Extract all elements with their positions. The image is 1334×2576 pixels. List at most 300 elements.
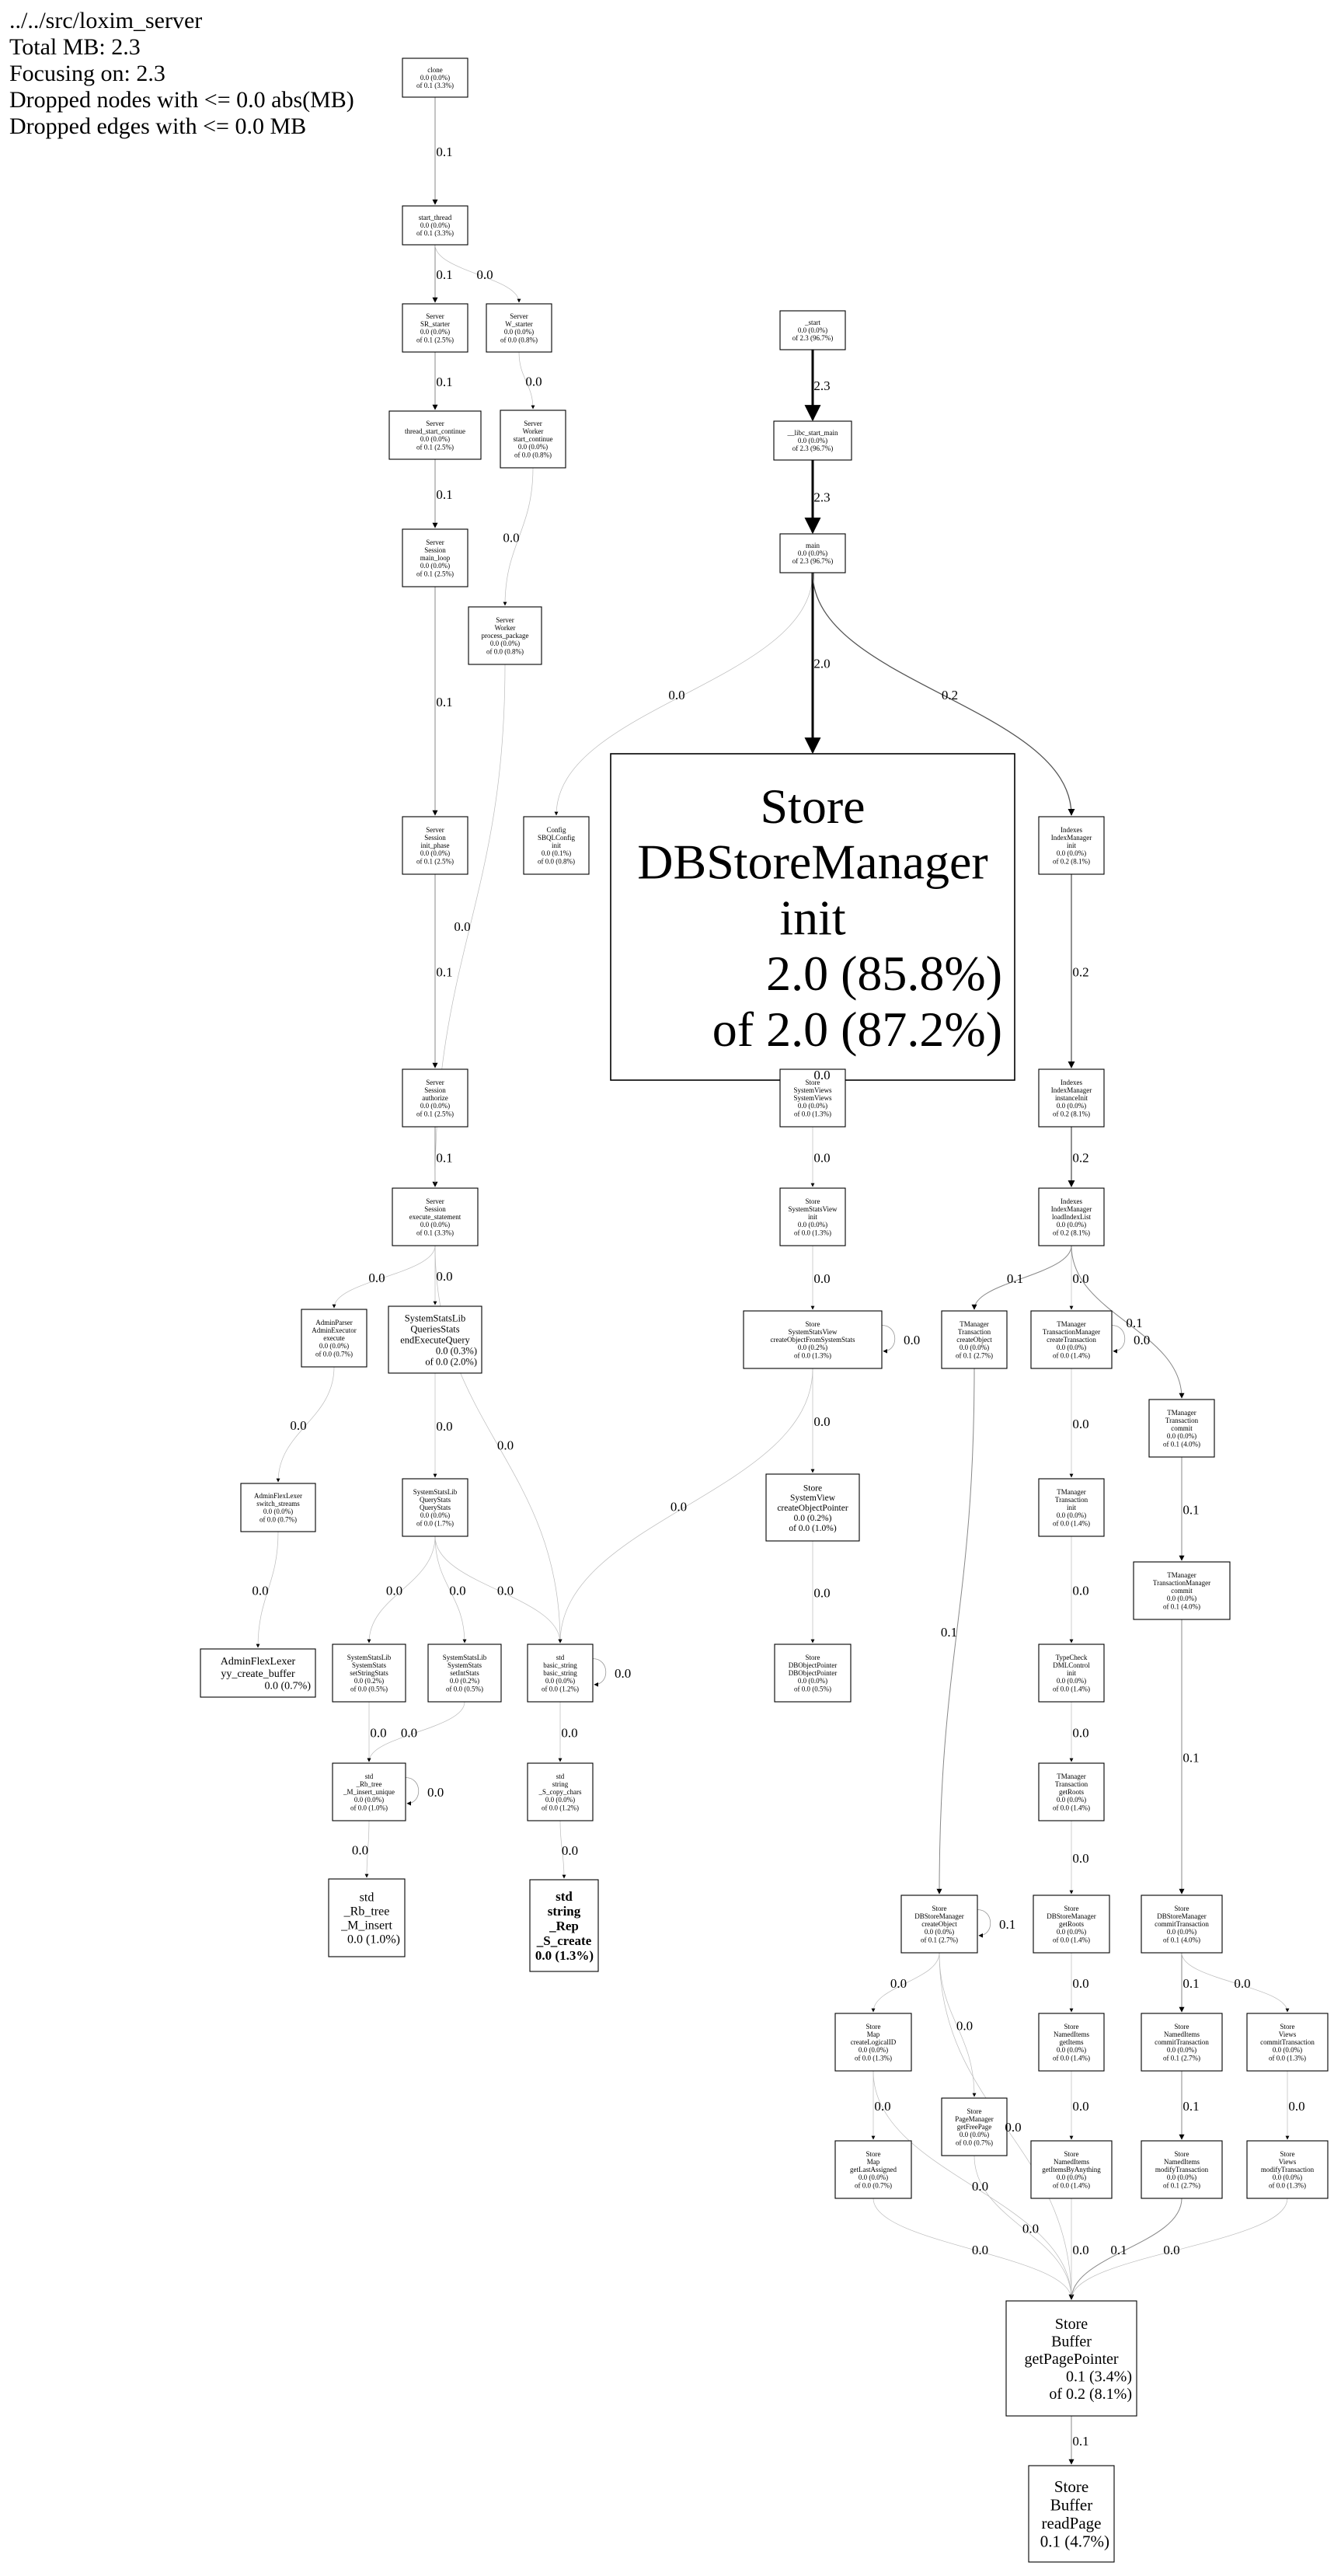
node-end-exec-query <box>388 1306 482 1373</box>
node-label-text: NamedItems <box>1164 2158 1200 2166</box>
node-session-mainloop <box>402 529 468 587</box>
node-main <box>780 534 845 573</box>
node-label-text: getItems <box>1059 2038 1084 2047</box>
node-label-text: Store <box>1280 2022 1295 2030</box>
node-label-text: Server <box>524 419 542 427</box>
edge-label: 0.0 <box>874 2099 891 2114</box>
node-label-text: _start <box>805 319 820 327</box>
node-label-text: getItemsByAnything <box>1042 2166 1101 2174</box>
node-stat-text: of 0.1 (3.3%) <box>416 1229 454 1237</box>
node-stat-text: of 0.0 (1.2%) <box>542 1804 579 1812</box>
node-dbstore-init <box>611 754 1015 1080</box>
node-stat-text: 0.0 (0.0%) <box>1166 1595 1197 1603</box>
node-label-text: basic_string <box>543 1669 577 1678</box>
self-loop-label: 0.0 <box>1134 1333 1151 1347</box>
node-label-text: getRoots <box>1058 1788 1085 1797</box>
edge-label: 0.0 <box>1005 2120 1022 2135</box>
node-label-text: Transaction <box>1165 1417 1199 1425</box>
node-label-text: string <box>552 1780 569 1789</box>
node-stat-text: of 0.0 (1.3%) <box>1269 2181 1306 2190</box>
edge-label: 0.0 <box>813 1271 831 1286</box>
node-label-text: basic_string <box>543 1661 577 1670</box>
node-stat-text: of 0.0 (0.8%) <box>486 647 524 656</box>
node-label-text: DBObjectPointer <box>788 1661 838 1670</box>
node-label-text: process_package <box>481 632 529 640</box>
node-stat-text: 0.0 (0.0%) <box>797 437 828 445</box>
header-total-mb: Total MB: 2.3 <box>9 34 141 60</box>
node-stat-text: of 0.2 (8.1%) <box>1053 1229 1090 1237</box>
node-start <box>780 311 845 350</box>
edge-label: 0.0 <box>368 1271 385 1285</box>
node-label-text: init <box>1066 842 1077 850</box>
node-stat-text: 0.0 (0.0%) <box>545 1796 576 1804</box>
node-label-text: IndexManager <box>1050 834 1092 842</box>
node-s-copy-chars <box>528 1763 593 1821</box>
edge-label: 0.2 <box>1072 1150 1089 1166</box>
header-focusing-on: Focusing on: 2.3 <box>9 61 165 86</box>
node-label-text: QueryStats <box>420 1504 451 1512</box>
node-label-text: init <box>1066 1504 1077 1512</box>
node-label-text: TManager <box>1057 1487 1086 1496</box>
node-stat-text: 0.0 (0.0%) <box>1056 1344 1087 1352</box>
node-label-text: AdminParser <box>315 1318 353 1326</box>
node-stat-text: of 0.1 (2.5%) <box>416 336 454 344</box>
edge-label: 0.0 <box>1072 1583 1089 1598</box>
node-label-text: DBStoreManager <box>1157 1912 1207 1921</box>
node-stat-text: 0.0 (0.0%) <box>1272 2046 1303 2055</box>
edge-label: 0.0 <box>436 1419 453 1434</box>
node-label-text: std <box>556 1772 565 1780</box>
node-stat-text: of 0.0 (1.4%) <box>1053 1351 1090 1360</box>
node-label-text: yy_create_buffer <box>221 1668 295 1680</box>
node-label-text: modifyTransaction <box>1155 2166 1209 2174</box>
node-stat-text: 0.0 (0.0%) <box>354 1796 385 1804</box>
node-stat-text: 0.0 (0.0%) <box>420 849 451 858</box>
node-label-text: QueryStats <box>420 1496 451 1504</box>
node-label-text: NamedItems <box>1054 2030 1089 2039</box>
edge-label: 0.0 <box>561 1725 578 1741</box>
node-label-text: Server <box>426 420 444 428</box>
node-stat-text: of 0.0 (1.7%) <box>416 1519 454 1528</box>
edge-label: 0.0 <box>670 1499 688 1515</box>
node-label-text: Store <box>1064 1904 1079 1912</box>
node-stat-text: 0.0 (0.0%) <box>420 435 451 444</box>
node-stat-text: of 0.0 (1.3%) <box>794 1351 831 1360</box>
node-stat-text: 0.0 (0.7%) <box>264 1680 311 1692</box>
self-loop-create-obj-sysstats <box>882 1326 895 1351</box>
edge-label: 0.0 <box>454 919 471 934</box>
node-label-text: endExecuteQuery <box>400 1334 470 1346</box>
node-label-text: init <box>779 890 846 946</box>
node-dbsm-get-roots <box>1033 1895 1109 1953</box>
edge-label: 0.0 <box>496 1583 514 1598</box>
node-stat-text: of 0.1 (4.0%) <box>1163 1936 1200 1944</box>
node-stat-text: of 0.0 (1.2%) <box>542 1685 579 1693</box>
edge-label: 2.3 <box>813 378 831 393</box>
node-label-text: W_starter <box>505 320 533 329</box>
node-buffer-get-page <box>1006 2301 1137 2416</box>
node-label-text: execute <box>323 1334 345 1343</box>
edge-label: 0.0 <box>496 1438 514 1453</box>
self-loop-tm-create-transaction <box>1112 1326 1125 1351</box>
node-stat-text: of 0.1 (3.3%) <box>416 229 454 238</box>
node-stat-text: of 0.1 (2.5%) <box>416 857 454 866</box>
node-stat-text: 0.0 (1.3%) <box>535 1948 594 1964</box>
node-stat-text: 0.0 (0.0%) <box>319 1342 350 1351</box>
node-stat-text: 0.0 (0.0%) <box>797 1221 828 1229</box>
node-label-text: Store <box>805 1078 820 1086</box>
node-stat-text: of 0.1 (2.7%) <box>956 1351 993 1360</box>
node-stat-text: of 0.1 (4.0%) <box>1163 1440 1200 1448</box>
node-label-text: _Rb_tree <box>356 1780 382 1789</box>
node-label-text: std <box>556 1653 565 1661</box>
node-label-text: Store <box>1064 2022 1079 2030</box>
node-label-text: PageManager <box>955 2115 994 2124</box>
node-label-text: createTransaction <box>1047 1336 1096 1344</box>
node-label-text: std <box>364 1772 374 1780</box>
node-views-commit <box>1247 2013 1328 2071</box>
node-label-text: string <box>547 1903 581 1919</box>
node-stat-text: of 0.0 (1.0%) <box>350 1804 388 1812</box>
node-label-text: Views <box>1278 2030 1297 2039</box>
node-named-get-by-any <box>1031 2141 1112 2198</box>
node-admin-exec <box>301 1309 367 1367</box>
edge-label: 0.0 <box>503 530 520 546</box>
node-label-text: TManager <box>1167 1408 1196 1417</box>
node-label-text: SystemStatsLib <box>413 1487 458 1496</box>
node-exec-stmt <box>392 1188 478 1246</box>
node-stat-text: 0.0 (0.0%) <box>420 221 451 230</box>
node-worker-start <box>500 410 566 468</box>
node-stat-text: 0.0 (0.0%) <box>1166 1432 1197 1441</box>
edge-label: 0.0 <box>385 1583 403 1598</box>
node-label-text: Store <box>760 779 866 835</box>
node-label-text: setStringStats <box>350 1669 388 1678</box>
node-label-text: SystemStatsView <box>788 1328 838 1337</box>
edge-label: 0.1 <box>1110 2243 1127 2257</box>
node-label-text: switch_streams <box>256 1500 300 1508</box>
node-stat-text: 0.0 (0.0%) <box>797 549 828 558</box>
edge-label: 0.0 <box>813 1414 831 1429</box>
node-stat-text: of 0.0 (0.8%) <box>538 857 575 866</box>
node-label-text: Store <box>1280 2149 1295 2158</box>
self-loop-label: 0.0 <box>615 1666 632 1681</box>
edge-label: 0.0 <box>1163 2243 1180 2257</box>
node-label-text: Store <box>866 2022 881 2030</box>
node-stat-text: 0.0 (0.0%) <box>517 443 549 451</box>
header-dropped-nodes: Dropped nodes with <= 0.0 abs(MB) <box>9 87 354 113</box>
node-label-text: SystemViews <box>793 1094 832 1103</box>
node-label-text: commit <box>1171 1424 1193 1433</box>
node-label-text: Store <box>805 1197 820 1205</box>
node-label-text: thread_start_continue <box>405 427 465 436</box>
node-label-text: Server <box>426 1197 444 1205</box>
node-basic-string <box>528 1644 593 1702</box>
node-label-text: start_thread <box>418 214 452 222</box>
node-label-text: Server <box>510 312 528 321</box>
edge-label: 0.0 <box>351 1842 369 1858</box>
node-label-text: SystemStatsView <box>788 1205 838 1214</box>
node-stat-text: 0.0 (0.0%) <box>1056 2046 1087 2055</box>
node-stat-text: 0.0 (0.0%) <box>420 1102 451 1110</box>
node-label-text: TManager <box>1057 1319 1086 1328</box>
node-set-string-stats <box>333 1644 406 1702</box>
node-label-text: Store <box>866 2149 881 2158</box>
node-stat-text: of 0.0 (1.3%) <box>855 2054 892 2062</box>
node-stat-text: of 0.0 (1.4%) <box>1053 1519 1090 1528</box>
node-rb-insert-unique <box>333 1763 406 1821</box>
node-stat-text: 0.1 (3.4%) <box>1066 2368 1132 2386</box>
node-label-text: AdminExecutor <box>312 1326 357 1335</box>
node-stat-text: of 0.0 (1.4%) <box>1053 1685 1090 1693</box>
edge-label: 0.1 <box>1072 2434 1089 2449</box>
edge-label: 0.0 <box>971 2243 989 2257</box>
node-label-text: std <box>556 1888 573 1904</box>
node-label-text: Server <box>426 825 444 834</box>
node-stat-text: 0.0 (0.0%) <box>858 2173 889 2182</box>
node-tm-mgr-commit <box>1134 1562 1230 1619</box>
edge-label: 0.0 <box>971 2179 989 2194</box>
node-named-modify <box>1141 2141 1222 2198</box>
node-label-text: TransactionManager <box>1152 1579 1211 1588</box>
node-label-text: Transaction <box>1054 1780 1088 1789</box>
node-rb-m-insert <box>329 1879 405 1957</box>
node-stat-text: 0.0 (0.0%) <box>420 1221 451 1229</box>
node-views-modify <box>1247 2141 1328 2198</box>
edge-label: 0.0 <box>813 1068 831 1082</box>
node-label-text: commitTransaction <box>1155 2038 1209 2047</box>
node-stat-text: 0.0 (0.0%) <box>1272 2173 1303 2182</box>
node-stat-text: of 2.3 (96.7%) <box>792 444 834 453</box>
node-named-get-items <box>1039 2013 1104 2071</box>
node-stat-text: of 0.0 (1.3%) <box>794 1110 831 1118</box>
node-label-text: NamedItems <box>1164 2030 1200 2039</box>
node-label-text: commitTransaction <box>1260 2038 1315 2047</box>
node-label-text: readPage <box>1041 2514 1102 2533</box>
node-label-text: SystemStats <box>447 1661 482 1670</box>
edge-label: 2.0 <box>813 656 831 671</box>
edge-label: 0.1 <box>1182 1976 1200 1991</box>
node-stat-text: 0.0 (0.0%) <box>1056 1511 1087 1520</box>
node-label-text: DBStoreManager <box>914 1912 964 1921</box>
node-label-text: Store <box>1054 2316 1088 2334</box>
node-label-text: SystemStatsLib <box>404 1312 466 1324</box>
node-stat-text: 0.0 (0.0%) <box>959 2131 990 2139</box>
node-stat-text: of 2.3 (96.7%) <box>792 334 834 343</box>
edge-label: 0.1 <box>436 1150 453 1166</box>
node-label-text: modifyTransaction <box>1260 2166 1315 2174</box>
node-stat-text: of 0.1 (2.7%) <box>921 1936 958 1944</box>
node-stat-text: of 0.0 (1.4%) <box>1053 2181 1090 2190</box>
node-label-text: SystemStatsLib <box>347 1653 392 1661</box>
node-label-text: Indexes <box>1061 1197 1082 1205</box>
node-label-text: Indexes <box>1061 1078 1082 1086</box>
edge-label: 0.1 <box>1006 1271 1024 1286</box>
node-label-text: Store <box>1174 1904 1189 1912</box>
node-stat-text: of 0.0 (0.7%) <box>855 2181 892 2190</box>
node-stat-text: 0.0 (0.0%) <box>1166 1928 1197 1936</box>
node-stat-text: of 0.0 (1.4%) <box>1053 2054 1090 2062</box>
self-loop-dbsm-create-object <box>977 1910 991 1936</box>
node-tm-create-transaction <box>1031 1311 1112 1368</box>
node-label-text: Buffer <box>1050 2495 1093 2515</box>
node-stat-text: 0.0 (0.0%) <box>420 74 451 82</box>
node-stat-text: 0.0 (0.0%) <box>503 328 535 336</box>
self-loop-basic-string <box>593 1659 606 1685</box>
node-label-text: Config <box>546 825 566 834</box>
node-process-package <box>468 607 542 664</box>
edge-label: 0.1 <box>1182 1750 1200 1766</box>
node-clone <box>402 58 468 97</box>
edge-label: 0.0 <box>400 1725 418 1741</box>
node-label-text: IndexManager <box>1050 1205 1092 1214</box>
edge-label: 0.0 <box>436 1269 453 1284</box>
node-create-obj-pointer <box>766 1474 859 1541</box>
node-label-text: Transaction <box>1054 1496 1088 1504</box>
node-create-obj-sysstats <box>744 1311 882 1368</box>
edge-label: 0.2 <box>941 688 959 702</box>
header-dropped-edges: Dropped edges with <= 0.0 MB <box>9 113 307 139</box>
node-stat-text: of 0.0 (1.3%) <box>794 1229 831 1237</box>
node-label-text: loadIndexList <box>1052 1213 1091 1222</box>
node-label-text: TManager <box>1057 1772 1086 1780</box>
node-stat-text: 0.0 (0.2%) <box>793 1513 832 1523</box>
edge-label: 0.1 <box>436 695 453 709</box>
node-label-text: Store <box>1064 2149 1079 2158</box>
node-label-text: TransactionManager <box>1042 1328 1101 1337</box>
node-label-text: Session <box>424 834 446 842</box>
header-binary-path: ../../src/loxim_server <box>9 8 203 33</box>
node-stat-text: of 0.0 (0.7%) <box>315 1350 353 1358</box>
node-stat-text: 0.0 (0.2%) <box>354 1677 385 1685</box>
node-label-text: _Rep <box>549 1918 579 1933</box>
node-stat-text: of 0.0 (0.5%) <box>350 1685 388 1693</box>
node-stat-text: 0.0 (0.3%) <box>435 1345 477 1357</box>
node-label-text: DBStoreManager <box>1047 1912 1096 1921</box>
edge-label: 0.0 <box>1072 1417 1089 1431</box>
node-stat-text: 0.0 (0.0%) <box>1166 2046 1197 2055</box>
node-label-text: Store <box>805 1319 820 1328</box>
node-stat-text: of 0.0 (1.0%) <box>789 1523 837 1533</box>
node-map-create-logical <box>835 2013 911 2071</box>
node-label-text: Worker <box>494 624 516 633</box>
node-stat-text: 0.0 (0.0%) <box>1056 1221 1087 1229</box>
node-label-text: TManager <box>960 1319 989 1328</box>
node-label-text: clone <box>427 66 443 75</box>
node-switch-streams <box>241 1483 315 1532</box>
self-loop-label: 0.1 <box>999 1917 1016 1932</box>
node-tm-get-roots <box>1039 1763 1104 1821</box>
edge-label: 0.0 <box>1022 2221 1040 2236</box>
node-label-text: init <box>807 1213 818 1222</box>
node-label-text: main_loop <box>420 554 451 563</box>
edge-label: 0.0 <box>525 374 542 389</box>
node-stat-text: of 0.2 (8.1%) <box>1049 2385 1132 2403</box>
node-libc-start-main <box>774 421 852 460</box>
node-map-get-last <box>835 2141 911 2198</box>
edge-label: 0.0 <box>1072 1725 1089 1741</box>
node-label-text: Transaction <box>957 1328 991 1337</box>
node-stat-text: of 0.2 (8.1%) <box>1053 1110 1090 1118</box>
node-label-text: Indexes <box>1061 825 1082 834</box>
node-label-text: Server <box>426 538 444 546</box>
node-label-text: createObject <box>921 1920 957 1929</box>
node-stat-text: 0.0 (0.0%) <box>1166 2173 1197 2182</box>
edge-label: 0.1 <box>436 487 453 502</box>
node-label-text: Buffer <box>1051 2333 1092 2351</box>
node-load-index-list <box>1039 1188 1104 1246</box>
node-stat-text: 0.0 (0.0%) <box>420 328 451 336</box>
node-label-text: DBObjectPointer <box>788 1669 838 1678</box>
node-label-text: Views <box>1278 2158 1297 2166</box>
node-sr-starter <box>402 304 468 352</box>
node-stat-text: of 0.1 (4.0%) <box>1163 1602 1200 1611</box>
node-label-text: Session <box>424 1086 446 1095</box>
node-indexes-init <box>1039 817 1104 874</box>
node-stat-text: 0.0 (0.0%) <box>1056 1928 1087 1936</box>
edge-label-layer <box>252 145 1304 2449</box>
node-stat-text: 0.0 (0.0%) <box>420 562 451 570</box>
edge-label: 0.0 <box>290 1418 307 1433</box>
node-label-text: execute_statement <box>409 1213 462 1222</box>
edge-label: 0.1 <box>1182 2099 1200 2114</box>
node-label-text: __libc_start_main <box>787 429 838 437</box>
node-stat-text: of 0.0 (0.8%) <box>514 451 552 459</box>
node-label-text: Store <box>805 1653 820 1661</box>
edge-label: 0.0 <box>956 2018 974 2034</box>
node-stat-text: 0.0 (0.0%) <box>1056 849 1087 858</box>
node-label-text: AdminFlexLexer <box>220 1656 296 1668</box>
node-stat-text: of 0.1 (2.5%) <box>416 443 454 451</box>
node-stat-text: of 2.0 (87.2%) <box>712 1001 1002 1057</box>
self-loop-label: 0.0 <box>427 1785 444 1800</box>
node-stat-text: of 0.0 (0.5%) <box>794 1685 831 1693</box>
edge-label: 0.1 <box>1126 1316 1143 1330</box>
node-dbsm-commit <box>1141 1895 1222 1953</box>
edge-label: 0.0 <box>1072 1271 1089 1286</box>
node-stat-text: 0.0 (1.0%) <box>347 1933 400 1947</box>
edge-label: 0.0 <box>561 1843 579 1858</box>
node-start-thread <box>402 206 468 245</box>
node-label-text: Store <box>932 1904 947 1912</box>
node-label-text: createObject <box>956 1336 992 1344</box>
node-stat-text: of 0.0 (0.8%) <box>500 336 538 344</box>
edge-label: 0.0 <box>1288 2099 1305 2114</box>
node-stat-text: 0.0 (0.0%) <box>263 1508 294 1516</box>
node-label-text: Session <box>424 1205 446 1214</box>
node-label-text: Map <box>866 2158 880 2166</box>
node-stat-text: of 0.1 (2.7%) <box>1163 2181 1200 2190</box>
node-tm-commit <box>1149 1400 1214 1457</box>
node-stat-text: 0.0 (0.0%) <box>797 326 828 335</box>
node-label-text: NamedItems <box>1054 2158 1089 2166</box>
node-label-text: createObjectFromSystemStats <box>770 1336 855 1344</box>
node-stat-text: of 0.1 (3.3%) <box>416 82 454 90</box>
node-stat-text: 0.0 (0.0%) <box>924 1928 955 1936</box>
edge-label: 2.3 <box>813 490 831 505</box>
node-stat-text: of 2.3 (96.7%) <box>792 557 834 566</box>
node-label-text: SystemStatsLib <box>442 1653 487 1661</box>
node-label-text: _M_insert <box>341 1919 392 1933</box>
edge-label: 0.1 <box>436 267 453 282</box>
node-label-text: Store <box>1174 2149 1189 2158</box>
node-instance-init <box>1039 1069 1104 1127</box>
node-label-text: commitTransaction <box>1155 1920 1209 1929</box>
self-loop-rb-insert-unique <box>406 1778 419 1804</box>
node-label-text: IndexManager <box>1050 1086 1092 1095</box>
node-config-init <box>524 817 589 874</box>
node-sysstatsview-init <box>780 1188 845 1246</box>
